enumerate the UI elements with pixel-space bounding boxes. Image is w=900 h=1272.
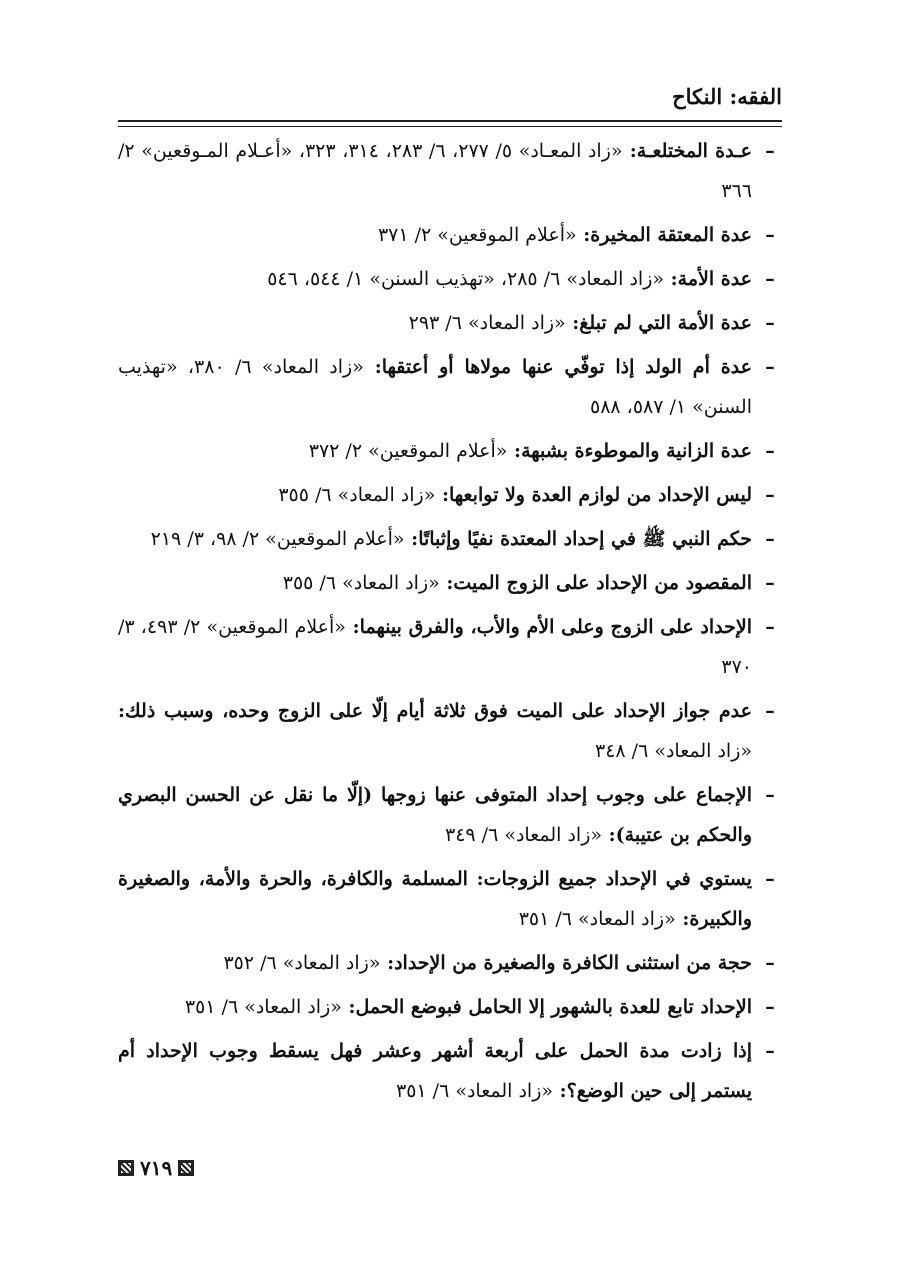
entry-reference: «زاد المعاد» ٦/ ٣٥١: [396, 1080, 554, 1102]
index-entry: [118, 303, 782, 343]
bullet-dash: –: [765, 312, 775, 334]
bullet-dash: –: [765, 484, 775, 506]
entry-reference: «زاد المعاد» ٦/ ٣٤٨: [594, 740, 752, 762]
index-entry: [118, 431, 782, 471]
entry-separator: :: [664, 268, 678, 290]
entry-separator: :: [118, 700, 126, 722]
running-title: الفقه: النكاح: [672, 84, 782, 109]
index-entry: [118, 859, 782, 939]
index-entry: [118, 259, 782, 299]
entry-separator: :: [439, 572, 454, 594]
entry-term: عدة المعتقة المخيرة: [590, 224, 752, 246]
entry-separator: :: [622, 140, 637, 162]
entry-term: الإجماع على وجوب إحداد المتوفى عنها زوجها (إلّا ما نقل عن الحسن البصري والحكم بن عتيبة): [118, 784, 752, 846]
bullet-dash: –: [765, 268, 775, 290]
bullet-dash: –: [765, 140, 775, 162]
bullet-dash: –: [765, 224, 775, 246]
entry-separator: :: [553, 1080, 567, 1102]
index-entry: [118, 347, 782, 427]
index-entry: [118, 519, 782, 559]
entry-reference: «زاد المعاد» ٦/ ٣٤٩: [445, 824, 603, 846]
entry-term: الإحداد على الزوج وعلى الأم والأب، والفرق بينهما: [359, 616, 752, 638]
entry-reference: «زاد المعـاد» ٥/ ٢٧٧، ٦/ ٢٨٣، ٣١٤، ٣٢٣، «أعـلام المـوقعين» ٢/ ٣٦٦: [118, 140, 752, 202]
index-entry: [118, 943, 782, 983]
page-footer: [118, 1156, 194, 1180]
index-entry: [118, 131, 782, 211]
entry-term: حكم النبي ﷺ في إحداد المعتدة نفيًا وإثباتًا: [418, 528, 752, 550]
entry-reference: «زاد المعاد» ٦/ ٣٥٥: [278, 484, 436, 506]
bullet-dash: –: [765, 784, 775, 806]
entry-reference: «أعلام الموقعين» ٢/ ٣٧٢: [308, 440, 508, 462]
bullet-dash: –: [765, 528, 775, 550]
bullet-dash: –: [765, 996, 775, 1018]
entry-term: حجة من استثنى الكافرة والصغيرة من الإحداد: [394, 952, 752, 974]
bullet-dash: –: [765, 440, 775, 462]
entry-reference: «أعلام الموقعين» ٢/ ٣٧١: [377, 224, 577, 246]
entry-separator: :: [380, 952, 395, 974]
entry-term: عدة الأمة: [677, 268, 752, 290]
entry-reference: «أعلام الموقعين» ٢/ ٩٨، ٣/ ٢١٩: [150, 528, 405, 550]
entry-separator: :: [675, 908, 690, 930]
index-entry: [118, 475, 782, 515]
entry-separator: :: [602, 824, 616, 846]
bullet-dash: –: [765, 616, 775, 638]
header-double-rule: [118, 120, 782, 127]
page-number: ٧١٩: [140, 1156, 173, 1180]
entry-reference: «زاد المعاد» ٦/ ٣٥١: [184, 996, 342, 1018]
entry-separator: :: [341, 996, 356, 1018]
entry-term: عدة الأمة التي لم تبلغ: [579, 312, 752, 334]
ornament-icon: [178, 1160, 194, 1176]
entry-term: الإحداد تابع للعدة بالشهور إلا الحامل فبوضع الحمل: [355, 996, 752, 1018]
entry-reference: «زاد المعاد» ٦/ ٣٥٢: [223, 952, 381, 974]
entry-separator: :: [507, 440, 522, 462]
entry-reference: «أعلام الموقعين» ٢/ ٤٩٣، ٣/ ٣٧٠: [118, 616, 752, 678]
page-header: [118, 80, 782, 120]
entry-separator: :: [565, 312, 580, 334]
entry-separator: :: [576, 224, 591, 246]
entry-term: إذا زادت مدة الحمل على أربعة أشهر وعشر فهل يسقط وجوب الإحداد أم يستمر إلى حين الوضع؟: [118, 1040, 752, 1102]
index-entry: [118, 563, 782, 603]
entry-reference: «زاد المعاد» ٦/ ٣٨٠، «تهذيب السنن» ١/ ٥٨٧، ٥٨٨: [118, 356, 752, 418]
entry-term: عـدة المختلعـة: [636, 140, 752, 162]
entry-term: عدة الزانية والموطوءة بشبهة: [521, 440, 752, 462]
bullet-dash: –: [765, 572, 775, 594]
bullet-dash: –: [765, 1040, 775, 1062]
bullet-dash: –: [765, 356, 775, 378]
index-entry: [118, 775, 782, 855]
bullet-dash: –: [765, 868, 775, 890]
index-entry: [118, 215, 782, 255]
ornament-icon: [118, 1160, 134, 1176]
index-entries: [118, 131, 782, 1115]
entry-reference: «زاد المعاد» ٦/ ٢٨٥، «تهذيب السنن» ١/ ٥٤٤، ٥٤٦: [267, 268, 664, 290]
entry-reference: «زاد المعاد» ٦/ ٣٥١: [518, 908, 676, 930]
entry-separator: :: [363, 356, 382, 378]
entry-term: عدة أم الولد إذا توفّي عنها مولاها أو أعتقها: [381, 356, 752, 378]
index-entry: [118, 691, 782, 771]
entry-separator: :: [404, 528, 419, 550]
index-entry: [118, 987, 782, 1027]
index-entry: [118, 607, 782, 687]
entry-term: المقصود من الإحداد على الزوج الميت: [453, 572, 752, 594]
entry-reference: «زاد المعاد» ٦/ ٣٥٥: [282, 572, 440, 594]
bullet-dash: –: [765, 952, 775, 974]
entry-term: يستوي في الإحداد جميع الزوجات: المسلمة والكافرة، والحرة والأمة، والصغيرة والكبيرة: [118, 868, 752, 930]
entry-term: عدم جواز الإحداد على الميت فوق ثلاثة أيام إلّا على الزوج وحده، وسبب ذلك: [125, 700, 752, 722]
index-entry: [118, 1031, 782, 1111]
entry-separator: :: [435, 484, 449, 506]
entry-term: ليس الإحداد من لوازم العدة ولا توابعها: [448, 484, 752, 506]
entry-reference: «زاد المعاد» ٦/ ٢٩٣: [408, 312, 566, 334]
bullet-dash: –: [765, 700, 775, 722]
entry-separator: :: [345, 616, 360, 638]
